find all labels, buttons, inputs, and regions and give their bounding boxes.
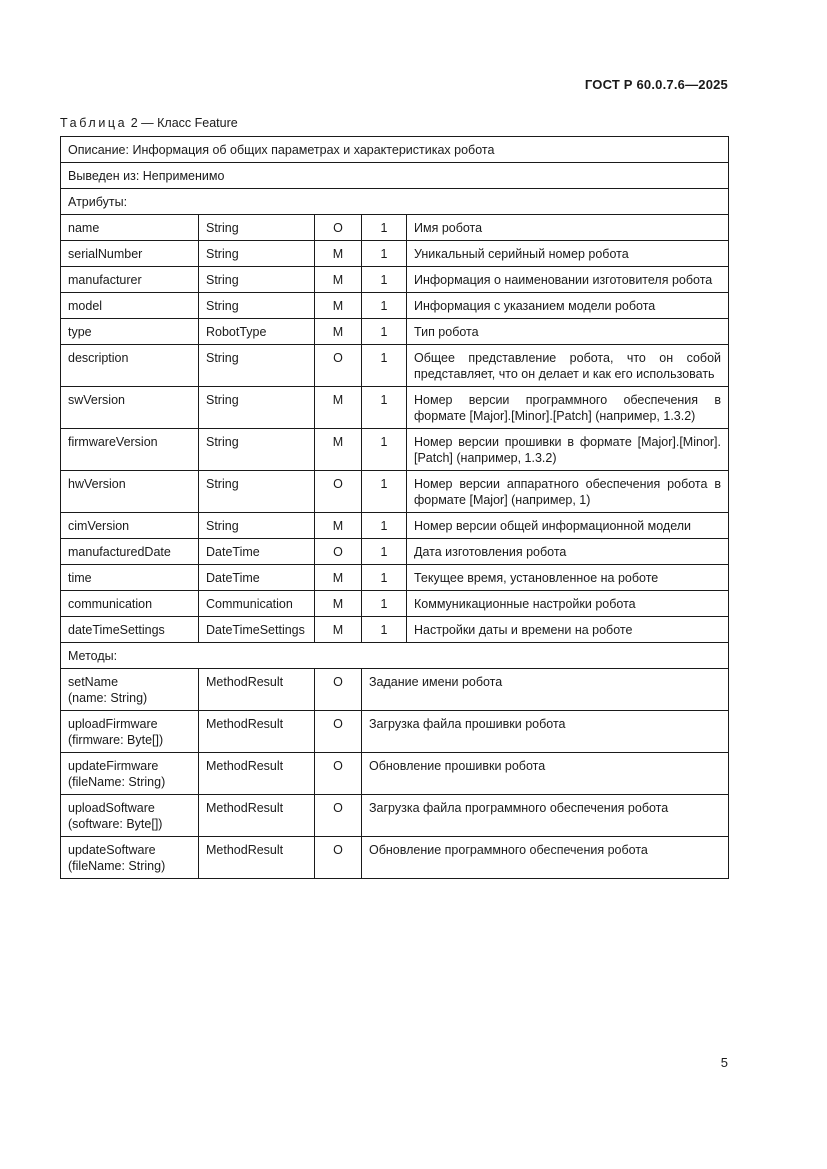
attribute-name: communication: [61, 591, 199, 617]
document-code: ГОСТ Р 60.0.7.6—2025: [584, 77, 728, 92]
attribute-count: 1: [362, 319, 407, 345]
attribute-presence: M: [315, 591, 362, 617]
attribute-presence: O: [315, 215, 362, 241]
attribute-description: Информация о наименовании изготовителя робота: [407, 267, 729, 293]
attribute-count: 1: [362, 345, 407, 387]
method-signature: [61, 711, 199, 753]
method-row: [61, 669, 729, 711]
attribute-description: Номер версии программного обеспечения в формате [Major].[Minor].[Patch] (например, 1.3.2): [407, 387, 729, 429]
attribute-type: Communication: [199, 591, 315, 617]
attribute-count: 1: [362, 293, 407, 319]
attribute-row: [61, 617, 729, 643]
attribute-type: String: [199, 513, 315, 539]
attribute-description: Тип робота: [407, 319, 729, 345]
attribute-description: Номер версии прошивки в формате [Major].[Minor].[Patch] (например, 1.3.2): [407, 429, 729, 471]
attribute-presence: O: [315, 345, 362, 387]
attribute-count: 1: [362, 539, 407, 565]
attribute-presence: M: [315, 241, 362, 267]
attribute-name: serialNumber: [61, 241, 199, 267]
attribute-row: [61, 471, 729, 513]
method-name: setName: [68, 675, 119, 689]
methods-title-row: [61, 643, 729, 669]
method-presence: O: [315, 711, 362, 753]
method-signature: [61, 837, 199, 879]
attribute-name: dateTimeSettings: [61, 617, 199, 643]
attribute-description: Информация с указанием модели робота: [407, 293, 729, 319]
method-result-type: MethodResult: [199, 837, 315, 879]
attribute-name: model: [61, 293, 199, 319]
attributes-title-row: [61, 189, 729, 215]
attribute-type: DateTime: [199, 539, 315, 565]
attribute-type: String: [199, 293, 315, 319]
method-name: updateSoftware: [68, 843, 156, 857]
attribute-name: cimVersion: [61, 513, 199, 539]
method-result-type: MethodResult: [199, 711, 315, 753]
attribute-row: [61, 215, 729, 241]
attribute-presence: M: [315, 617, 362, 643]
method-description: Обновление прошивки робота: [362, 753, 729, 795]
attribute-row: [61, 241, 729, 267]
feature-class-table: [60, 136, 729, 879]
attribute-count: 1: [362, 471, 407, 513]
attribute-name: description: [61, 345, 199, 387]
attribute-presence: M: [315, 267, 362, 293]
method-signature: [61, 795, 199, 837]
methods-title-cell: Методы:: [61, 643, 729, 669]
attribute-count: 1: [362, 267, 407, 293]
attribute-presence: M: [315, 429, 362, 471]
attribute-description: Номер версии аппаратного обеспечения робота в формате [Major] (например, 1): [407, 471, 729, 513]
attribute-count: 1: [362, 429, 407, 471]
method-row: [61, 795, 729, 837]
attribute-type: DateTimeSettings: [199, 617, 315, 643]
attribute-row: [61, 539, 729, 565]
attribute-presence: O: [315, 471, 362, 513]
attribute-row: [61, 565, 729, 591]
attribute-row: [61, 513, 729, 539]
method-presence: O: [315, 669, 362, 711]
attribute-presence: M: [315, 513, 362, 539]
attribute-name: time: [61, 565, 199, 591]
attribute-row: [61, 319, 729, 345]
attribute-description: Коммуникационные настройки робота: [407, 591, 729, 617]
attribute-count: 1: [362, 617, 407, 643]
method-presence: O: [315, 795, 362, 837]
method-parameters: (fileName: String): [68, 775, 166, 789]
method-name: uploadFirmware: [68, 717, 158, 731]
attribute-type: String: [199, 345, 315, 387]
description-cell: Описание: Информация об общих параметрах и характеристиках робота: [61, 137, 729, 163]
attribute-row: [61, 293, 729, 319]
attribute-name: type: [61, 319, 199, 345]
attributes-title-cell: Атрибуты:: [61, 189, 729, 215]
method-description: Загрузка файла программного обеспечения робота: [362, 795, 729, 837]
method-parameters: (firmware: Byte[]): [68, 733, 164, 747]
attribute-count: 1: [362, 513, 407, 539]
method-row: [61, 711, 729, 753]
method-presence: O: [315, 753, 362, 795]
attribute-type: String: [199, 215, 315, 241]
attribute-name: swVersion: [61, 387, 199, 429]
method-row: [61, 753, 729, 795]
caption-number: 2: [130, 116, 138, 130]
attribute-description: Текущее время, установленное на роботе: [407, 565, 729, 591]
method-parameters: (fileName: String): [68, 859, 166, 873]
page-number: 5: [720, 1055, 728, 1070]
method-parameters: (name: String): [68, 691, 148, 705]
attribute-type: String: [199, 387, 315, 429]
method-result-type: MethodResult: [199, 753, 315, 795]
attribute-presence: O: [315, 539, 362, 565]
method-description: Загрузка файла прошивки робота: [362, 711, 729, 753]
method-signature: [61, 753, 199, 795]
attribute-row: [61, 591, 729, 617]
attribute-description: Номер версии общей информационной модели: [407, 513, 729, 539]
method-name: uploadSoftware: [68, 801, 155, 815]
attribute-description: Уникальный серийный номер робота: [407, 241, 729, 267]
attribute-description: Настройки даты и времени на роботе: [407, 617, 729, 643]
attribute-count: 1: [362, 215, 407, 241]
attribute-name: firmwareVersion: [61, 429, 199, 471]
method-result-type: MethodResult: [199, 795, 315, 837]
attribute-name: name: [61, 215, 199, 241]
attribute-description: Дата изготовления робота: [407, 539, 729, 565]
attribute-name: hwVersion: [61, 471, 199, 513]
attribute-presence: M: [315, 319, 362, 345]
attribute-type: String: [199, 267, 315, 293]
attribute-presence: M: [315, 387, 362, 429]
attribute-count: 1: [362, 241, 407, 267]
table-caption: [60, 116, 238, 130]
attribute-description: Имя робота: [407, 215, 729, 241]
attribute-row: [61, 267, 729, 293]
attribute-type: DateTime: [199, 565, 315, 591]
method-description: Обновление программного обеспечения робота: [362, 837, 729, 879]
attribute-count: 1: [362, 591, 407, 617]
attribute-presence: M: [315, 293, 362, 319]
description-row: [61, 137, 729, 163]
attribute-name: manufacturedDate: [61, 539, 199, 565]
attribute-count: 1: [362, 387, 407, 429]
method-row: [61, 837, 729, 879]
caption-label: Таблица: [60, 116, 128, 130]
attribute-presence: M: [315, 565, 362, 591]
method-presence: O: [315, 837, 362, 879]
attribute-type: String: [199, 429, 315, 471]
method-signature: [61, 669, 199, 711]
attribute-type: RobotType: [199, 319, 315, 345]
attribute-name: manufacturer: [61, 267, 199, 293]
caption-text: — Класс Feature: [141, 116, 238, 130]
method-name: updateFirmware: [68, 759, 159, 773]
attribute-row: [61, 387, 729, 429]
method-description: Задание имени робота: [362, 669, 729, 711]
method-parameters: (software: Byte[]): [68, 817, 163, 831]
attribute-count: 1: [362, 565, 407, 591]
derived-from-cell: Выведен из: Неприменимо: [61, 163, 729, 189]
method-result-type: MethodResult: [199, 669, 315, 711]
derived-from-row: [61, 163, 729, 189]
attribute-row: [61, 429, 729, 471]
attribute-type: String: [199, 241, 315, 267]
attribute-type: String: [199, 471, 315, 513]
attribute-row: [61, 345, 729, 387]
attribute-description: Общее представление робота, что он собой представляет, что он делает и как его использовать: [407, 345, 729, 387]
